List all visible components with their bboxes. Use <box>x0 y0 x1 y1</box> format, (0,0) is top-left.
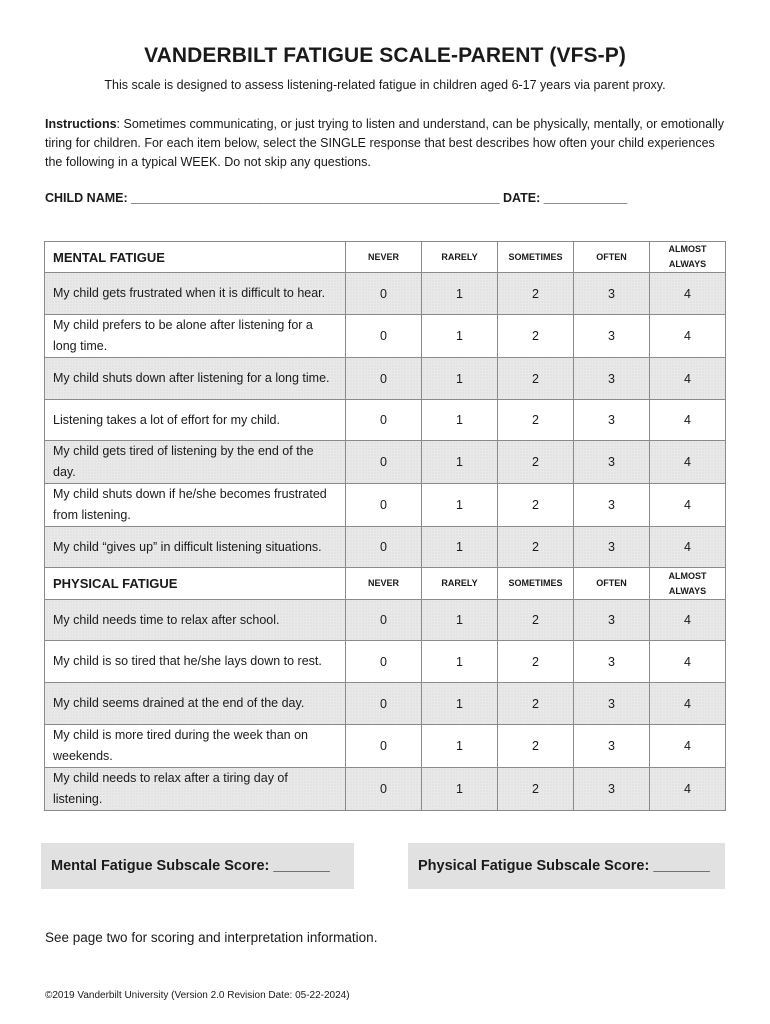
response-never[interactable]: 0 <box>346 358 422 400</box>
response-often[interactable]: 3 <box>574 768 650 811</box>
response-rarely[interactable]: 1 <box>422 683 498 725</box>
table-row <box>45 315 726 358</box>
response-sometimes[interactable]: 2 <box>498 400 574 441</box>
instructions <box>45 115 735 172</box>
response-almost-always[interactable]: 4 <box>650 273 726 315</box>
response-almost-always[interactable]: 4 <box>650 725 726 768</box>
response-never[interactable]: 0 <box>346 527 422 568</box>
mental-section-title: MENTAL FATIGUE <box>45 242 346 273</box>
response-almost-always[interactable]: 4 <box>650 768 726 811</box>
response-never[interactable]: 0 <box>346 641 422 683</box>
response-almost-always[interactable]: 4 <box>650 600 726 641</box>
mental-subscale-score[interactable]: Mental Fatigue Subscale Score: _______ <box>41 843 354 889</box>
response-sometimes[interactable]: 2 <box>498 641 574 683</box>
response-almost-always[interactable]: 4 <box>650 400 726 441</box>
response-often[interactable]: 3 <box>574 683 650 725</box>
response-sometimes[interactable]: 2 <box>498 315 574 358</box>
response-sometimes[interactable]: 2 <box>498 358 574 400</box>
option-almost-always-header: ALMOST ALWAYS <box>650 568 726 600</box>
response-sometimes[interactable]: 2 <box>498 683 574 725</box>
response-almost-always[interactable]: 4 <box>650 358 726 400</box>
response-never[interactable]: 0 <box>346 484 422 527</box>
response-often[interactable]: 3 <box>574 641 650 683</box>
option-often-header: OFTEN <box>574 568 650 600</box>
response-almost-always[interactable]: 4 <box>650 441 726 484</box>
item-text: My child needs to relax after a tiring day of listening. <box>45 768 346 811</box>
see-page-two-note: See page two for scoring and interpretation information. <box>45 930 378 945</box>
item-text: My child “gives up” in difficult listening situations. <box>45 527 346 568</box>
item-text: My child is more tired during the week than on weekends. <box>45 725 346 768</box>
response-rarely[interactable]: 1 <box>422 315 498 358</box>
physical-header-row <box>45 568 726 600</box>
response-never[interactable]: 0 <box>346 768 422 811</box>
page-subtitle: This scale is designed to assess listening-related fatigue in children aged 6-17 years via parent proxy. <box>104 78 666 92</box>
response-sometimes[interactable]: 2 <box>498 484 574 527</box>
response-almost-always[interactable]: 4 <box>650 641 726 683</box>
response-never[interactable]: 0 <box>346 600 422 641</box>
option-sometimes-header: SOMETIMES <box>498 242 574 273</box>
response-often[interactable]: 3 <box>574 484 650 527</box>
option-never-header: NEVER <box>346 568 422 600</box>
child-name-date-field[interactable]: CHILD NAME: _____________________________________________________ DATE: ____________ <box>45 191 628 205</box>
option-rarely-header: RARELY <box>422 568 498 600</box>
table-row <box>45 768 726 811</box>
response-often[interactable]: 3 <box>574 273 650 315</box>
physical-section-title: PHYSICAL FATIGUE <box>45 568 346 600</box>
table-row <box>45 358 726 400</box>
response-rarely[interactable]: 1 <box>422 527 498 568</box>
response-often[interactable]: 3 <box>574 400 650 441</box>
response-almost-always[interactable]: 4 <box>650 484 726 527</box>
item-text: My child seems drained at the end of the day. <box>45 683 346 725</box>
response-sometimes[interactable]: 2 <box>498 273 574 315</box>
response-often[interactable]: 3 <box>574 441 650 484</box>
option-sometimes-header: SOMETIMES <box>498 568 574 600</box>
response-often[interactable]: 3 <box>574 600 650 641</box>
response-almost-always[interactable]: 4 <box>650 527 726 568</box>
mental-header-row <box>45 242 726 273</box>
item-text: My child shuts down after listening for a long time. <box>45 358 346 400</box>
response-never[interactable]: 0 <box>346 441 422 484</box>
item-text: My child is so tired that he/she lays down to rest. <box>45 641 346 683</box>
response-sometimes[interactable]: 2 <box>498 441 574 484</box>
response-often[interactable]: 3 <box>574 725 650 768</box>
table-row <box>45 641 726 683</box>
response-rarely[interactable]: 1 <box>422 641 498 683</box>
response-rarely[interactable]: 1 <box>422 273 498 315</box>
item-text: My child shuts down if he/she becomes frustrated from listening. <box>45 484 346 527</box>
option-never-header: NEVER <box>346 242 422 273</box>
response-rarely[interactable]: 1 <box>422 484 498 527</box>
response-rarely[interactable]: 1 <box>422 768 498 811</box>
response-rarely[interactable]: 1 <box>422 358 498 400</box>
table-row <box>45 725 726 768</box>
item-text: My child needs time to relax after school. <box>45 600 346 641</box>
response-sometimes[interactable]: 2 <box>498 725 574 768</box>
response-sometimes[interactable]: 2 <box>498 600 574 641</box>
response-never[interactable]: 0 <box>346 315 422 358</box>
response-almost-always[interactable]: 4 <box>650 683 726 725</box>
response-often[interactable]: 3 <box>574 527 650 568</box>
table-row <box>45 600 726 641</box>
response-almost-always[interactable]: 4 <box>650 315 726 358</box>
table-row <box>45 683 726 725</box>
table-row <box>45 441 726 484</box>
option-almost-always-header: ALMOST ALWAYS <box>650 242 726 273</box>
fatigue-scale-table <box>44 241 726 811</box>
item-text: My child prefers to be alone after listening for a long time. <box>45 315 346 358</box>
response-often[interactable]: 3 <box>574 315 650 358</box>
copyright-footer: ©2019 Vanderbilt University (Version 2.0 Revision Date: 05-22-2024) <box>45 990 350 1001</box>
table-row <box>45 527 726 568</box>
response-never[interactable]: 0 <box>346 400 422 441</box>
page-title: VANDERBILT FATIGUE SCALE-PARENT (VFS-P) <box>144 44 626 67</box>
response-sometimes[interactable]: 2 <box>498 527 574 568</box>
item-text: Listening takes a lot of effort for my child. <box>45 400 346 441</box>
table-row <box>45 273 726 315</box>
item-text: My child gets frustrated when it is difficult to hear. <box>45 273 346 315</box>
table-row <box>45 484 726 527</box>
instructions-text: : Sometimes communicating, or just trying to listen and understand, can be physically, mentally, or emotionally tiring for children. For each item below, select the SINGLE response that best describes how often your child experiences the following in a typical WEEK. Do not skip any questions. <box>45 117 725 169</box>
response-sometimes[interactable]: 2 <box>498 768 574 811</box>
item-text: My child gets tired of listening by the end of the day. <box>45 441 346 484</box>
table-row <box>45 400 726 441</box>
response-never[interactable]: 0 <box>346 273 422 315</box>
option-rarely-header: RARELY <box>422 242 498 273</box>
response-rarely[interactable]: 1 <box>422 725 498 768</box>
response-often[interactable]: 3 <box>574 358 650 400</box>
response-never[interactable]: 0 <box>346 683 422 725</box>
option-often-header: OFTEN <box>574 242 650 273</box>
response-rarely[interactable]: 1 <box>422 441 498 484</box>
instructions-label: Instructions <box>45 117 117 131</box>
physical-subscale-score[interactable]: Physical Fatigue Subscale Score: _______ <box>408 843 725 889</box>
response-rarely[interactable]: 1 <box>422 600 498 641</box>
response-rarely[interactable]: 1 <box>422 400 498 441</box>
response-never[interactable]: 0 <box>346 725 422 768</box>
